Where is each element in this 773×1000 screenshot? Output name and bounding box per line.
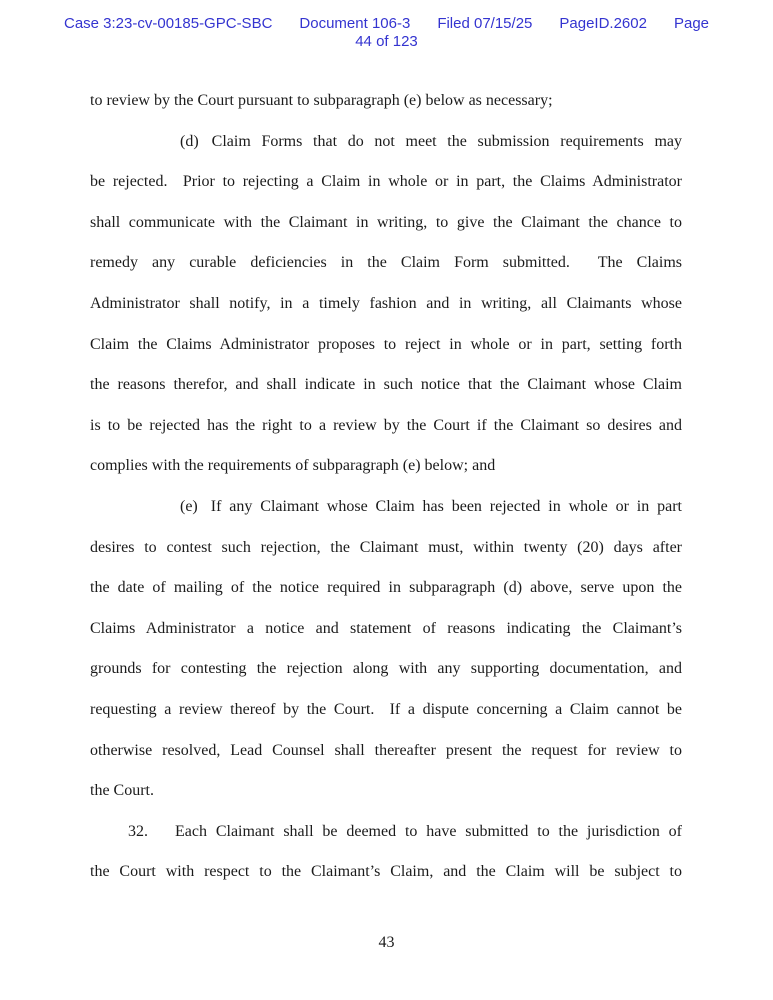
text-line: remedy any curable deficiencies in the Claim Form submitted. The Claims xyxy=(90,254,682,272)
first-line-indent xyxy=(90,835,128,836)
document-number: Document 106-3 xyxy=(299,15,411,32)
text-line: grounds for contesting the rejection along with any supporting documentation, and xyxy=(90,660,682,678)
tab-gap xyxy=(148,835,175,836)
page-id: PageID.2602 xyxy=(559,15,647,32)
paragraph-label: 32. xyxy=(128,822,148,840)
ecf-stamp-header xyxy=(0,15,773,50)
text-line: the date of mailing of the notice required in subparagraph (d) above, serve upon the xyxy=(90,579,682,597)
paragraph-label: (e) xyxy=(180,497,198,515)
text-line: be rejected. Prior to rejecting a Claim in whole or in part, the Claims Administrator xyxy=(90,173,682,191)
text-line: is to be rejected has the right to a review by the Court if the Claimant so desires and xyxy=(90,416,682,434)
text-line: requesting a review thereof by the Court. If a dispute concerning a Claim cannot be xyxy=(90,700,682,718)
text-line: the reasons therefor, and shall indicate in such notice that the Claimant whose Claim xyxy=(90,376,682,394)
ecf-stamp-page-range: 44 of 123 xyxy=(355,33,418,50)
text-line: to review by the Court pursuant to subparagraph (e) below as necessary; xyxy=(90,92,553,109)
text-line: (d) Claim Forms that do not meet the submission requirements may xyxy=(90,122,682,163)
ecf-stamp-line1 xyxy=(0,15,773,32)
text-line: Claims Administrator a notice and statement of reasons indicating the Claimant’s xyxy=(90,619,682,637)
first-line-indent xyxy=(90,145,180,146)
text-line: Claim the Claims Administrator proposes to reject in whole or in part, setting forth xyxy=(90,335,682,353)
paragraph-label: (d) xyxy=(180,132,199,150)
tab-gap xyxy=(199,145,212,146)
text-line: the Court. xyxy=(90,782,154,800)
footer-page-number: 43 xyxy=(378,934,395,951)
text-line: complies with the requirements of subparagraph (e) below; and xyxy=(90,457,496,475)
case-number: Case 3:23-cv-00185-GPC-SBC xyxy=(63,15,273,32)
tab-gap xyxy=(198,510,211,511)
text-line: otherwise resolved, Lead Counsel shall thereafter present the request for review to xyxy=(90,741,682,759)
text-line: (e) If any Claimant whose Claim has been rejected in whole or in part xyxy=(90,487,682,528)
first-line-indent xyxy=(90,510,180,511)
text-line: 32. Each Claimant shall be deemed to have submitted to the jurisdiction of xyxy=(90,812,682,853)
document-body xyxy=(90,81,682,893)
text-line: shall communicate with the Claimant in writing, to give the Claimant the chance to xyxy=(90,213,682,231)
text-line: desires to contest such rejection, the Claimant must, within twenty (20) days after xyxy=(90,538,682,556)
text-line: the Court with respect to the Claimant’s Claim, and the Claim will be subject to xyxy=(90,863,682,881)
text-line: Administrator shall notify, in a timely fashion and in writing, all Claimants whose xyxy=(90,294,682,312)
filed-date: Filed 07/15/25 xyxy=(437,15,533,32)
page-word: Page xyxy=(673,15,710,32)
